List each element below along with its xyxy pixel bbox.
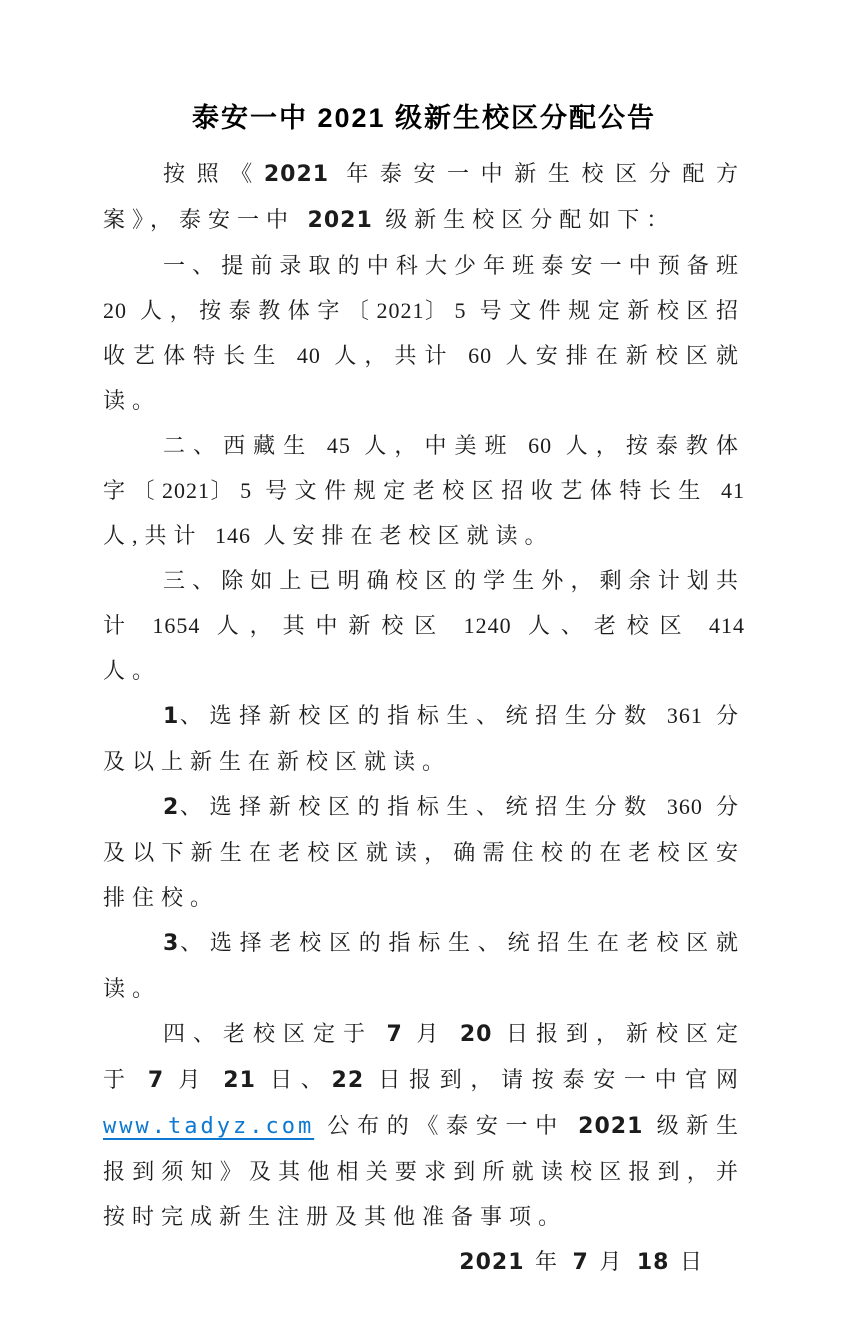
sub-item-3-paragraph <box>103 920 745 1011</box>
text-run: 人、老校区 <box>511 613 709 638</box>
text-run: 号文件规定老校区招收艺体特长生 <box>252 478 721 503</box>
text-run: 月 <box>402 1021 460 1046</box>
text-run: 级新生报到须知》及其他相关要求到所就读校区报到，并按时完成新生注册及其他准备事项。 <box>103 1113 745 1229</box>
text-run: 人,共计 <box>103 523 216 548</box>
text-run: 41 <box>720 478 745 503</box>
text-run: 人，共计 <box>320 343 469 368</box>
bold-number-text: 3 <box>163 931 180 956</box>
item-4-paragraph <box>103 1011 745 1239</box>
text-run: 360 <box>666 794 703 819</box>
text-run: 分及以上新生在新校区就读。 <box>103 703 745 774</box>
bold-number-text: 2021 <box>263 162 330 187</box>
text-run: 日、 <box>255 1067 332 1092</box>
text-run: 人，按泰教体字〔 <box>103 433 745 503</box>
text-run: 、选择新校区的指标生、统招生分数 <box>179 794 667 819</box>
text-run: 、选择老校区的指标生、统招生在老校区就读。 <box>103 930 745 1001</box>
intro-paragraph <box>103 151 745 243</box>
item-3-paragraph <box>103 558 745 693</box>
text-run: 日报到，新校区定于 <box>103 1021 745 1092</box>
text-run: 60 <box>528 433 553 458</box>
date-paragraph <box>103 1239 745 1285</box>
bold-number-text: 7 <box>572 1250 589 1275</box>
text-run: 5 <box>240 478 253 503</box>
text-run: 月 <box>588 1249 637 1274</box>
text-run: 三、除如上已明确校区的学生外，剩余计划共计 <box>103 568 745 638</box>
text-run: 45 <box>326 433 351 458</box>
text-run: 414 <box>708 613 745 638</box>
bold-number-text: 18 <box>636 1250 670 1275</box>
text-run: 年 <box>524 1249 573 1274</box>
text-run: 5 <box>454 298 467 323</box>
text-run: 人。 <box>103 658 162 683</box>
text-run: 按照《 <box>163 161 264 186</box>
bold-number-text: 2021 <box>459 1250 525 1275</box>
text-run: 2021 <box>376 298 425 323</box>
text-run: 分及以下新生在老校区就读，确需住校的在老校区安排住校。 <box>103 794 745 910</box>
item-2-paragraph <box>103 423 745 558</box>
text-run: 〕 <box>424 298 455 323</box>
text-run: 年泰安一中新生校区分配方案》，泰安一中 <box>103 161 745 232</box>
text-run: 20 <box>103 298 127 323</box>
text-run: 四、老校区定于 <box>163 1021 387 1046</box>
bold-number-text: 21 <box>223 1068 256 1093</box>
text-run: 日 <box>669 1249 707 1274</box>
text-run: 1654 <box>152 613 201 638</box>
item-1-paragraph <box>103 243 745 423</box>
document-body <box>103 151 745 1285</box>
bold-number-text: 2 <box>163 795 180 820</box>
sub-item-2-paragraph <box>103 784 745 920</box>
document-title: 泰安一中 2021 级新生校区分配公告 <box>191 103 657 133</box>
bold-number-text: 20 <box>459 1022 493 1047</box>
bold-number-text: 2021 <box>578 1114 644 1139</box>
text-run: 361 <box>666 703 703 728</box>
bold-number-text: 2021 <box>307 208 373 233</box>
text-run: 月 <box>164 1067 224 1092</box>
text-run: 60 <box>468 343 493 368</box>
sub-item-1-paragraph <box>103 693 745 784</box>
bold-number-text: 7 <box>147 1068 165 1093</box>
text-run: 2021 <box>162 478 211 503</box>
text-run: 1240 <box>463 613 512 638</box>
text-run: 一、提前录取的中科大少年班泰安一中预备班 <box>163 253 745 278</box>
text-run: 日报到，请按泰安一中官网 <box>364 1067 745 1092</box>
bold-number-text: 1 <box>163 704 180 729</box>
text-run: 人，其中新校区 <box>200 613 464 638</box>
text-run: 146 <box>215 523 252 548</box>
bold-number-text: 22 <box>331 1068 365 1093</box>
bold-number-text: 7 <box>386 1022 403 1047</box>
text-run: 公布的《泰安一中 <box>314 1113 579 1138</box>
text-run: 级新生校区分配如下： <box>372 207 676 232</box>
text-run: 人安排在老校区就读。 <box>251 523 554 548</box>
text-run: 〕 <box>210 478 241 503</box>
text-run: 人，按泰教体字〔 <box>127 298 377 323</box>
text-run: 二、西藏生 <box>163 433 327 458</box>
website-link[interactable]: www.tadyz.com <box>103 1114 315 1139</box>
text-run: 40 <box>296 343 321 368</box>
text-run: 、选择新校区的指标生、统招生分数 <box>179 703 667 728</box>
text-run: 人，中美班 <box>350 433 529 458</box>
text-run: 号文件规定新校区招收艺体特长生 <box>103 298 745 368</box>
text-run: 人安排在新校区就读。 <box>103 343 745 413</box>
